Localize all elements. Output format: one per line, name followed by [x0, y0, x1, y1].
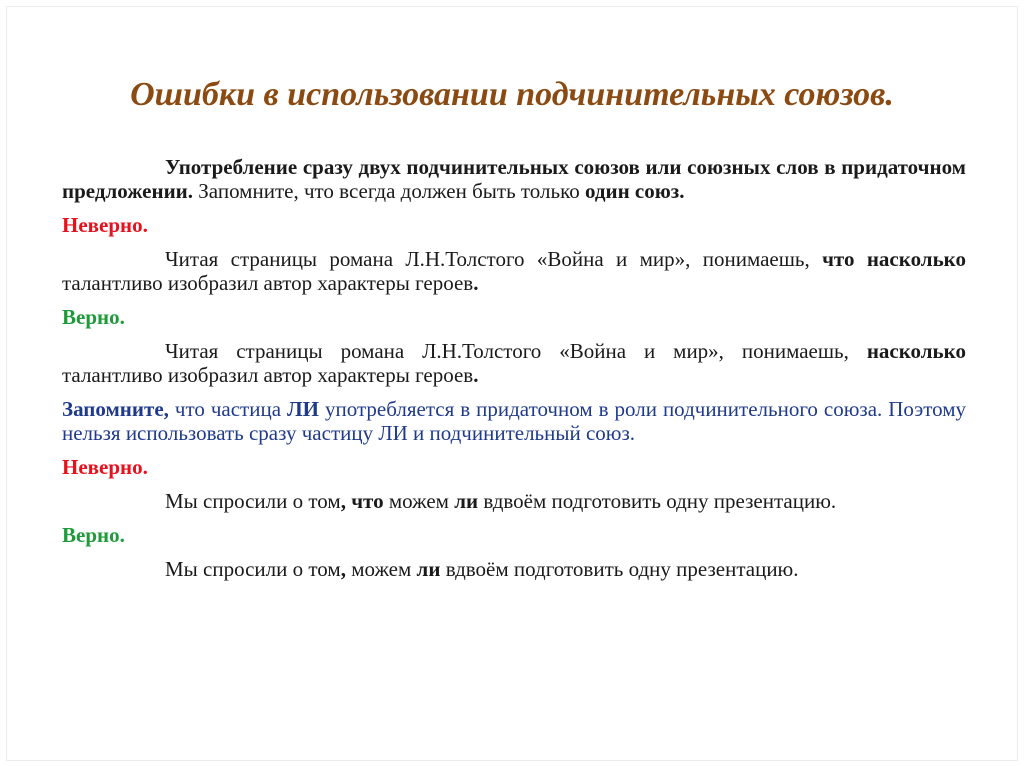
ex2w-bold-2: что [351, 489, 384, 513]
ex1w-bold-2: . [473, 271, 479, 295]
ex2r-text-1: Мы спросили о том [165, 557, 341, 581]
rule-bold-1: Употребление сразу двух подчинительных союзов или союзных слов в придаточном предложении. [62, 155, 966, 203]
rule-text-1: Запомните, что всегда должен быть только [193, 179, 585, 203]
rule-bold-2: один союз. [584, 179, 685, 203]
ex2w-text-1: Мы спросили о том [165, 489, 341, 513]
ex1w-text-2: талантливо изобразил автор характеры героев [62, 271, 474, 295]
ex2w-bold-3: ли [454, 489, 479, 513]
ex1r-text-2: талантливо изобразил автор характеры героев [62, 363, 474, 387]
note-bold-2: ЛИ [287, 397, 319, 421]
ex1w-bold-1: что насколько [822, 247, 966, 271]
ex2w-bold-1: , [340, 489, 346, 513]
ex2r-bold-2: ли [416, 557, 441, 581]
ex1r-bold-2: . [473, 363, 479, 387]
ex2r-text-2: можем [345, 557, 417, 581]
ex2w-text-4: вдвоём подготовить одну презентацию. [478, 489, 837, 513]
note-bold-1: Запомните, [62, 397, 169, 421]
ex1r-bold-1: насколько [866, 339, 966, 363]
rule-paragraph [62, 155, 966, 203]
note-text-2: употребляется в придаточном в роли подчинительного союза. Поэтому нельзя использовать сразу частицу ЛИ и подчинительный союз. [62, 397, 966, 445]
slide-content [62, 155, 966, 591]
note-text-1: что частица [168, 397, 288, 421]
right-label-2: Верно. [62, 523, 125, 547]
ex2w-text-3: можем [383, 489, 455, 513]
example-1-wrong [62, 247, 966, 295]
wrong-label-1: Неверно. [62, 213, 148, 237]
right-label-1: Верно. [62, 305, 125, 329]
example-2-right [62, 557, 966, 581]
ex2r-bold-1: , [340, 557, 346, 581]
slide-title: Ошибки в использовании подчинительных союзов. [130, 76, 894, 113]
example-1-right [62, 339, 966, 387]
note-paragraph [62, 397, 966, 445]
wrong-label-2: Неверно. [62, 455, 148, 479]
example-2-wrong [62, 489, 966, 513]
ex1r-text-1: Читая страницы романа Л.Н.Толстого «Война и мир», понимаешь, [165, 339, 867, 363]
ex1w-text-1: Читая страницы романа Л.Н.Толстого «Война и мир», понимаешь, [165, 247, 823, 271]
ex2r-text-3: вдвоём подготовить одну презентацию. [440, 557, 799, 581]
